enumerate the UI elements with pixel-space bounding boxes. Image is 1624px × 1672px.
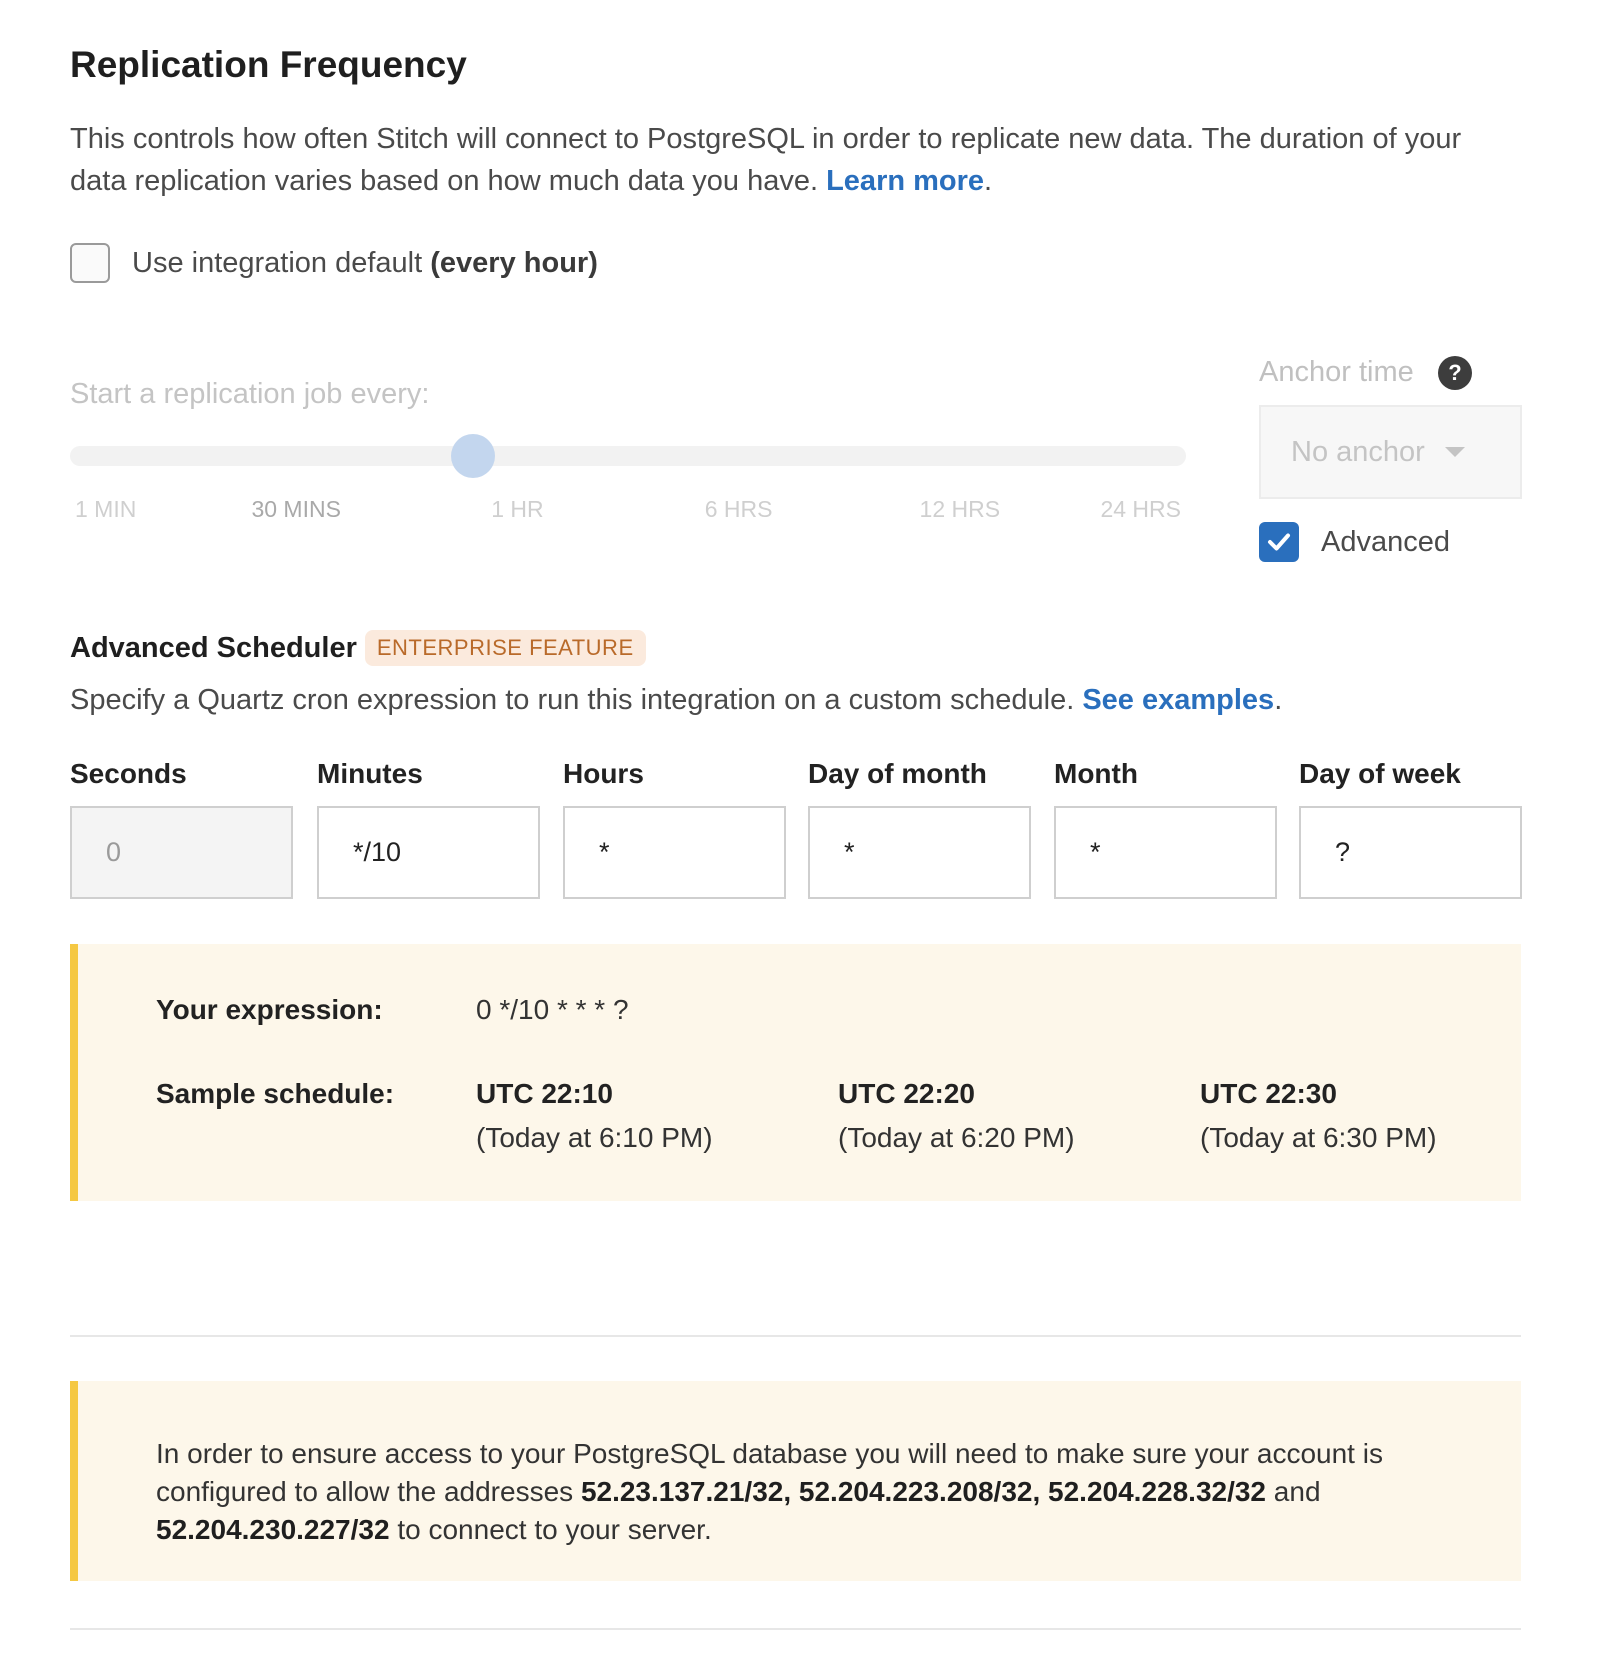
expression-value: 0 */10 * * * ? xyxy=(476,994,629,1025)
integration-default-option[interactable] xyxy=(70,243,598,283)
scheduler-description-period: . xyxy=(1274,684,1283,716)
minutes-input[interactable]: */10 xyxy=(317,806,540,899)
frequency-slider-track[interactable] xyxy=(70,446,1186,466)
day-of-week-input[interactable]: ? xyxy=(1299,806,1522,899)
ip-addresses: 52.23.137.21/32, 52.204.223.208/32, 52.204.228.32/32 xyxy=(580,1476,1267,1507)
learn-more-link[interactable]: Learn more xyxy=(826,165,985,197)
cron-label-hours: Hours xyxy=(563,758,644,789)
sample-local-time: (Today at 6:30 PM) xyxy=(1200,1122,1437,1153)
scheduler-description-text: Specify a Quartz cron expression to run this integration on a custom schedule. xyxy=(70,684,1075,716)
slider-tick[interactable]: 1 MIN xyxy=(75,496,137,522)
scheduler-title: Advanced Scheduler xyxy=(70,631,357,664)
chevron-down-icon xyxy=(1445,447,1465,457)
slider-label: Start a replication job every: xyxy=(70,378,430,410)
month-input[interactable]: * xyxy=(1054,806,1277,899)
slider-tick[interactable]: 30 MINS xyxy=(251,496,341,522)
cron-label-day-of-week: Day of week xyxy=(1299,758,1461,789)
frequency-description xyxy=(70,118,1520,202)
slider-tick[interactable]: 24 HRS xyxy=(1100,496,1181,522)
integration-default-label[interactable] xyxy=(132,247,598,280)
slider-tick[interactable]: 12 HRS xyxy=(919,496,1001,522)
sample-utc-time: UTC 22:10 xyxy=(476,1078,613,1109)
anchor-time-select[interactable] xyxy=(1259,405,1522,499)
access-notice-text xyxy=(156,1435,1456,1549)
access-text-and: and xyxy=(1273,1476,1321,1507)
sample-utc-time: UTC 22:20 xyxy=(838,1078,975,1109)
cron-label-day-of-month: Day of month xyxy=(808,758,987,789)
anchor-time-label: Anchor time xyxy=(1259,356,1414,388)
section-divider xyxy=(70,1628,1521,1630)
slider-tick[interactable]: 6 HRS xyxy=(704,496,773,522)
ip-address-last: 52.204.230.227/32 xyxy=(156,1514,390,1545)
anchor-time-value: No anchor xyxy=(1291,435,1425,468)
section-divider xyxy=(70,1335,1521,1337)
page-title: Replication Frequency xyxy=(70,44,467,85)
sample-schedule-label: Sample schedule: xyxy=(156,1078,395,1109)
advanced-checkbox[interactable] xyxy=(1259,522,1299,562)
expression-panel xyxy=(70,944,1521,1201)
advanced-toggle[interactable] xyxy=(1259,522,1450,562)
scheduler-description xyxy=(70,684,1282,717)
scheduler-title-row xyxy=(70,630,646,666)
description-period: . xyxy=(984,165,993,197)
enterprise-badge: ENTERPRISE FEATURE xyxy=(365,630,646,666)
slider-tick[interactable]: 1 HR xyxy=(491,496,544,522)
cron-label-month: Month xyxy=(1054,758,1138,789)
integration-default-text: Use integration default xyxy=(132,246,423,279)
checkmark-icon xyxy=(1265,528,1293,556)
sample-schedule-item xyxy=(1200,1078,1437,1154)
sample-local-time: (Today at 6:20 PM) xyxy=(838,1122,1075,1153)
expression-label: Your expression: xyxy=(156,994,383,1025)
description-text: This controls how often Stitch will connect to PostgreSQL in order to replicate new data. The duration of your data replication varies based on how much data you have. xyxy=(70,123,1462,197)
integration-default-value: (every hour) xyxy=(430,246,598,279)
access-text-intro: In order to ensure access to your PostgreSQL database you will need to make sure your account is configured to allow the addresses xyxy=(156,1438,1383,1507)
day-of-month-input[interactable]: * xyxy=(808,806,1031,899)
access-notice xyxy=(70,1381,1521,1581)
advanced-label[interactable]: Advanced xyxy=(1321,525,1450,558)
sample-utc-time: UTC 22:30 xyxy=(1200,1078,1337,1109)
sample-schedule-item xyxy=(838,1078,1075,1154)
cron-label-minutes: Minutes xyxy=(317,758,423,789)
help-icon[interactable]: ? xyxy=(1438,356,1472,390)
seconds-input[interactable]: 0 xyxy=(70,806,293,899)
cron-label-seconds: Seconds xyxy=(70,758,187,789)
sample-local-time: (Today at 6:10 PM) xyxy=(476,1122,713,1153)
access-text-outro: to connect to your server. xyxy=(397,1514,712,1545)
integration-default-checkbox[interactable] xyxy=(70,243,110,283)
see-examples-link[interactable]: See examples xyxy=(1082,684,1275,716)
hours-input[interactable]: * xyxy=(563,806,786,899)
sample-schedule-item xyxy=(476,1078,713,1154)
frequency-slider-thumb[interactable] xyxy=(451,434,495,478)
